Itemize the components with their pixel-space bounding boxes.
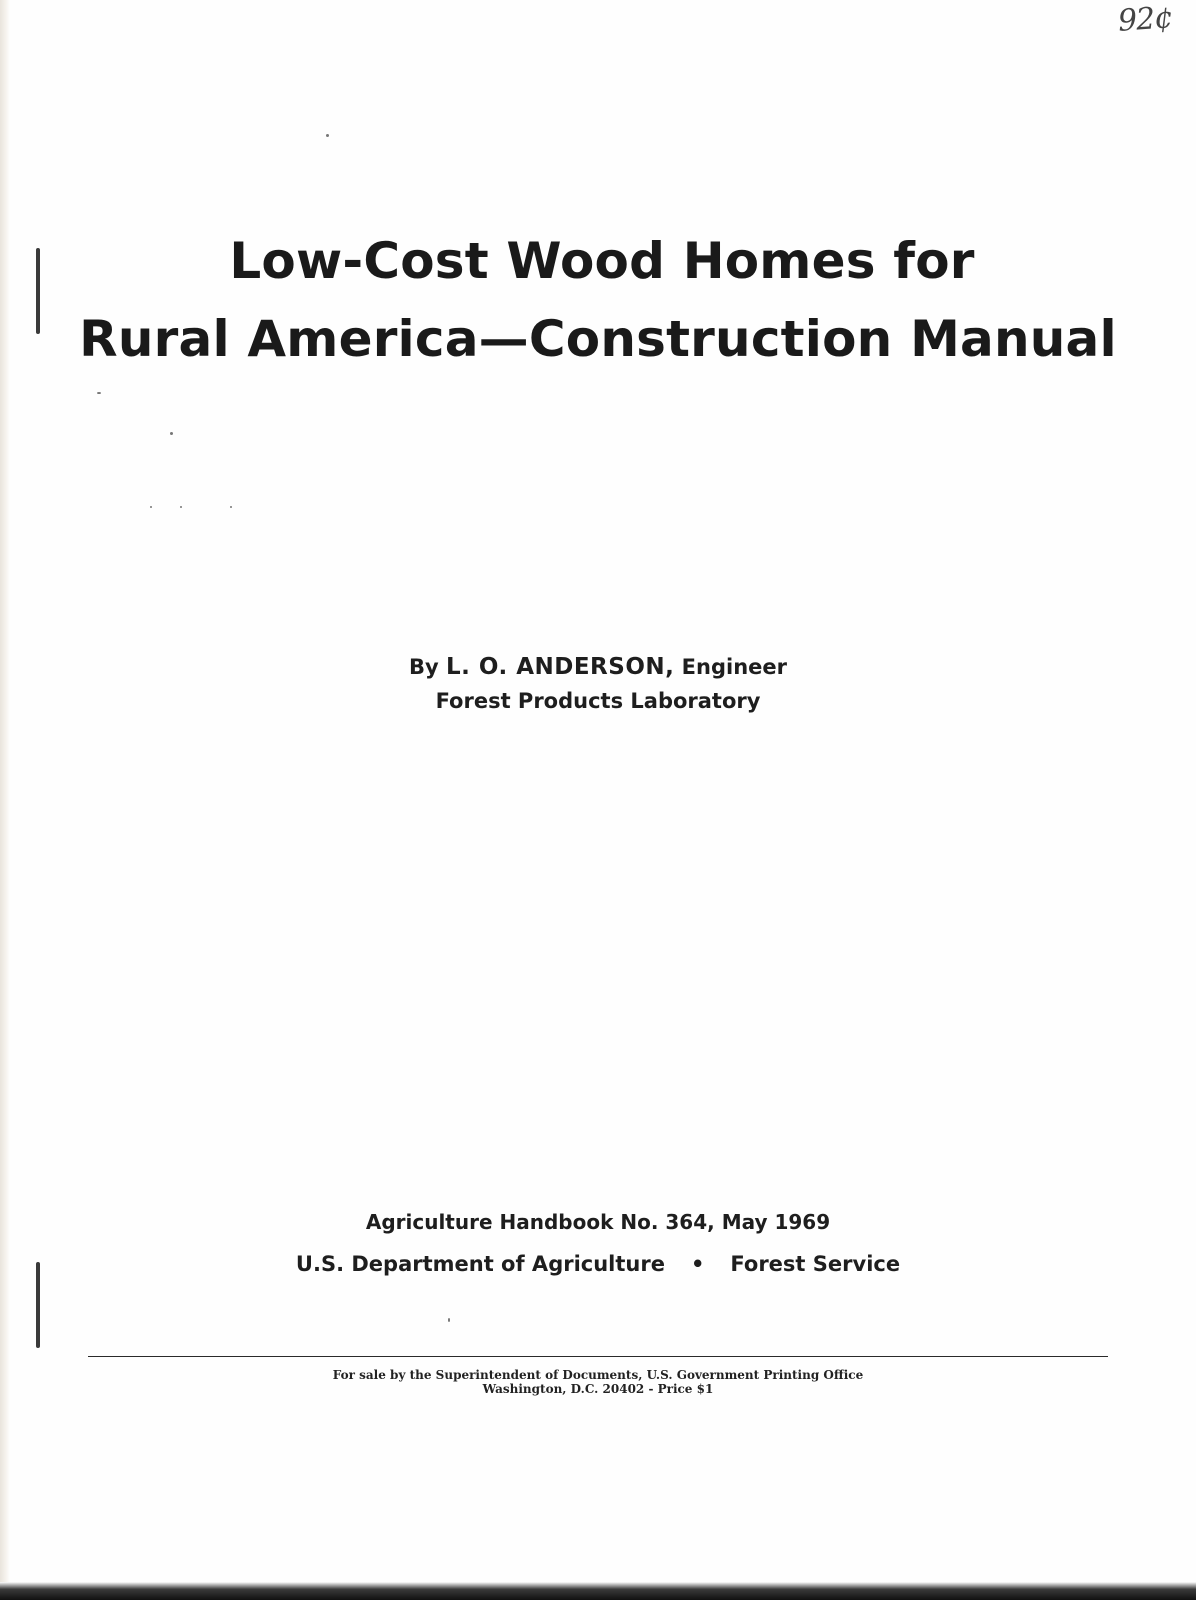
bullet-separator: • <box>690 1252 705 1276</box>
sale-note-line-1: For sale by the Superintendent of Documents, U.S. Government Printing Office <box>332 1368 864 1382</box>
document-title <box>0 222 1196 378</box>
byline-prefix: By <box>408 655 439 679</box>
paper-speck <box>448 1318 450 1322</box>
page-bottom-edge <box>0 1582 1196 1600</box>
handbook-number: Agriculture Handbook No. 364, May 1969 <box>365 1210 831 1234</box>
paper-speck <box>180 506 182 508</box>
sale-note-line-2: Washington, D.C. 20402 - Price $1 <box>482 1382 714 1396</box>
author-role: Engineer <box>681 655 787 679</box>
sale-note <box>0 1368 1196 1396</box>
agency-line <box>0 1252 1196 1276</box>
author-name: L. O. ANDERSON, <box>446 654 675 680</box>
byline <box>0 650 1196 718</box>
horizontal-rule <box>88 1356 1108 1357</box>
author-line <box>0 650 1196 684</box>
paper-speck <box>326 134 329 137</box>
paper-speck <box>97 392 101 394</box>
title-line-1: Low-Cost Wood Homes for <box>229 232 975 290</box>
title-line-2: Rural America—Construction Manual <box>79 310 1117 368</box>
service-name: Forest Service <box>730 1252 901 1276</box>
department-name: U.S. Department of Agriculture <box>295 1252 665 1276</box>
author-affiliation: Forest Products Laboratory <box>435 689 761 713</box>
handwritten-price: 92¢ <box>1116 0 1174 39</box>
paper-speck <box>230 506 232 508</box>
paper-speck <box>170 432 173 435</box>
paper-speck <box>150 506 152 508</box>
